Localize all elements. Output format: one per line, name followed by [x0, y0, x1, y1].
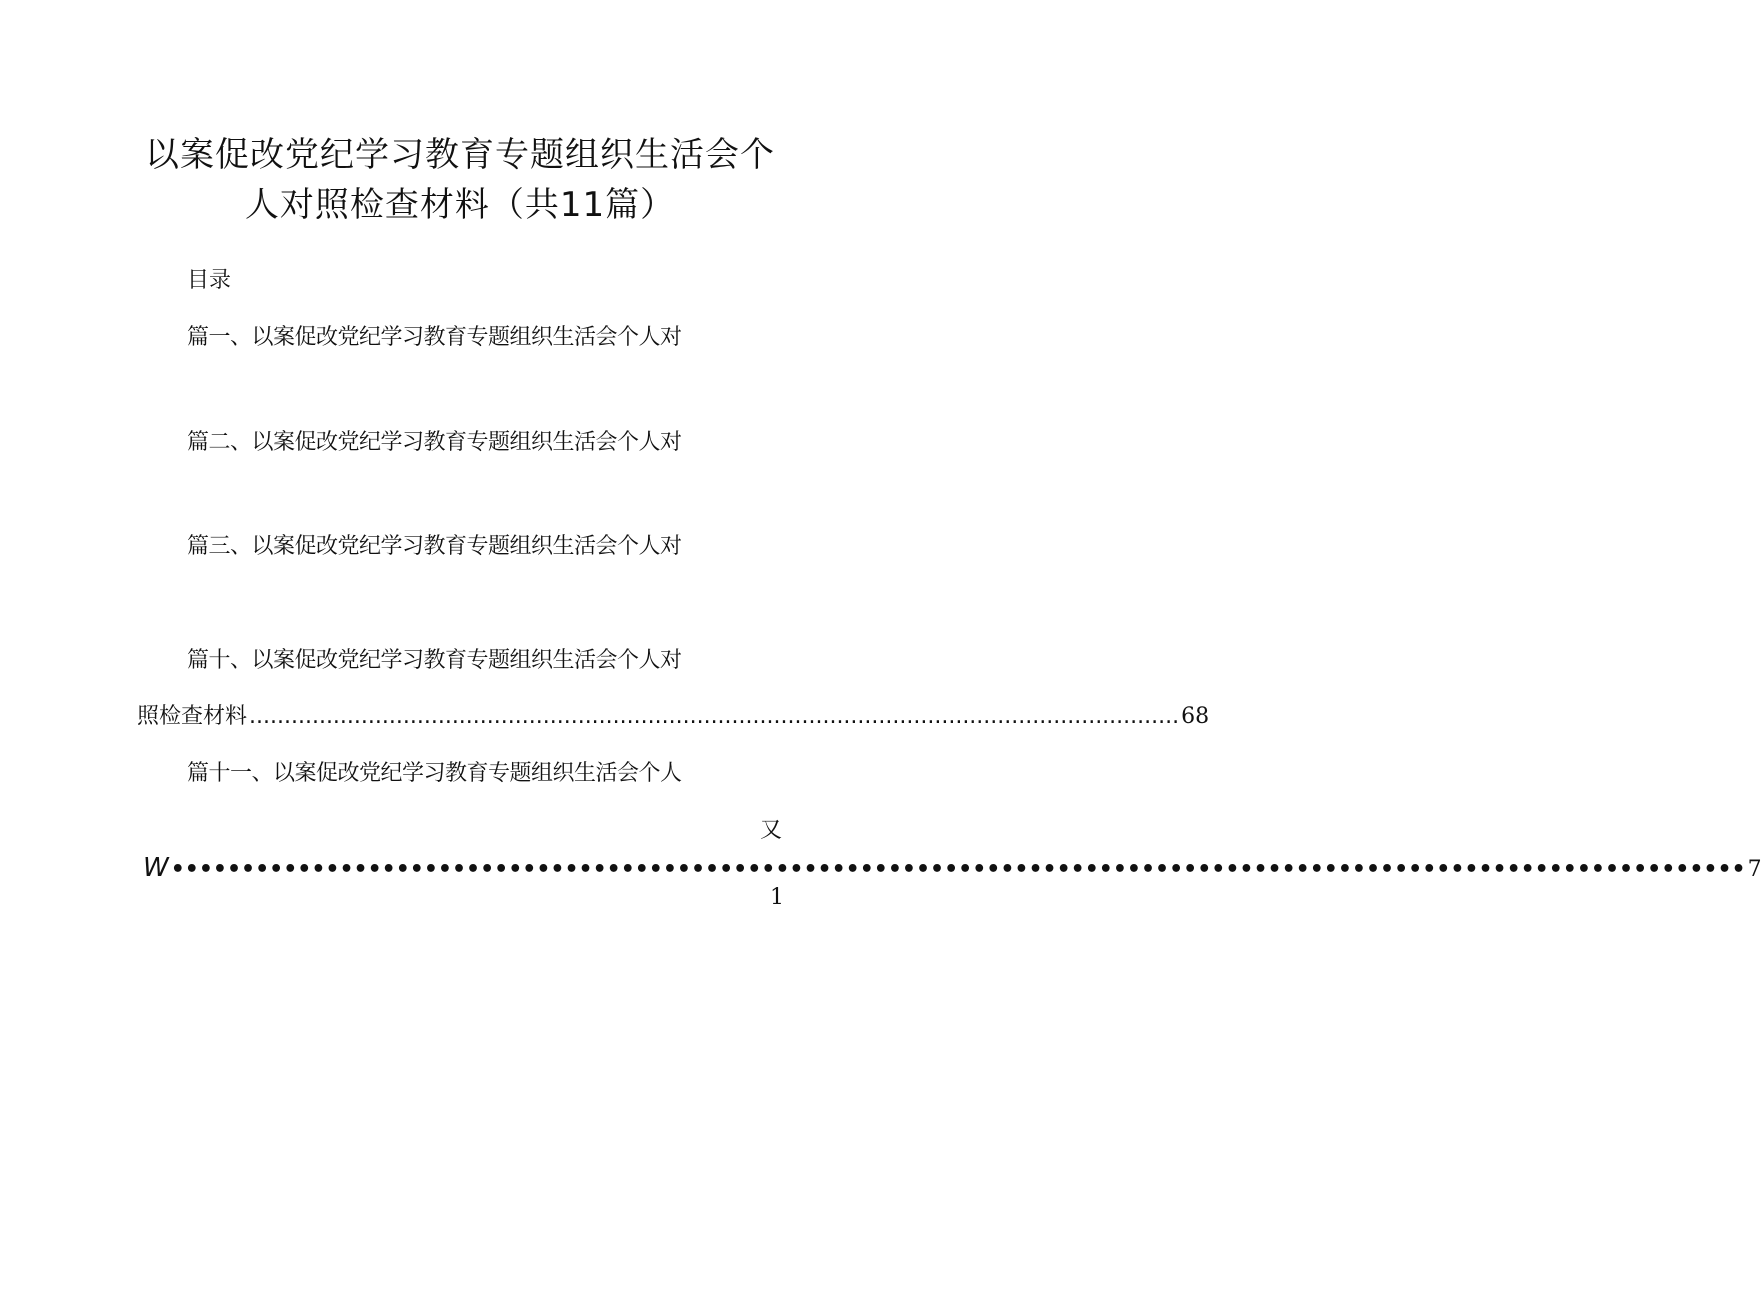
toc-entry-1[interactable]: 篇一、以案促改党纪学习教育专题组织生活会个人对 [187, 325, 682, 350]
toc-entry-11-page-part2: 1 [770, 885, 784, 910]
toc-entry-10-label: 照检查材料 [137, 704, 248, 729]
toc-entry-11[interactable]: 篇十一、以案促改党纪学习教育专题组织生活会个人 [187, 761, 682, 786]
toc-entry-11-page-part1: 7 [1747, 857, 1762, 882]
toc-entry-11-continuation[interactable] [143, 851, 1762, 887]
toc-entry-3[interactable]: 篇三、以案促改党纪学习教育专题组织生活会个人对 [187, 534, 682, 559]
toc-entry-2[interactable]: 篇二、以案促改党纪学习教育专题组织生活会个人对 [187, 430, 682, 455]
toc-heading: 目录 [187, 268, 232, 293]
document-title-line-2: 人对照检查材料（共11篇） [244, 185, 676, 225]
toc-entry-11-label: W [143, 853, 169, 883]
dot-leader: ..................................................................................................................................... [249, 704, 1180, 729]
toc-entry-11-overflow-char: 又 [760, 818, 783, 843]
toc-entry-10-page: 68 [1181, 704, 1210, 729]
toc-entry-10[interactable]: 篇十、以案促改党纪学习教育专题组织生活会个人对 [187, 648, 682, 673]
toc-entry-10-continuation[interactable] [137, 700, 1210, 734]
document-title-line-1: 以案促改党纪学习教育专题组织生活会个 [145, 135, 775, 175]
dot-leader: •••••••••••••••••••••••••••••••••••••••••••••••••••••••••••••••••••••••••••••••••••••••••••••••••••••••••••••••• [170, 857, 1746, 882]
